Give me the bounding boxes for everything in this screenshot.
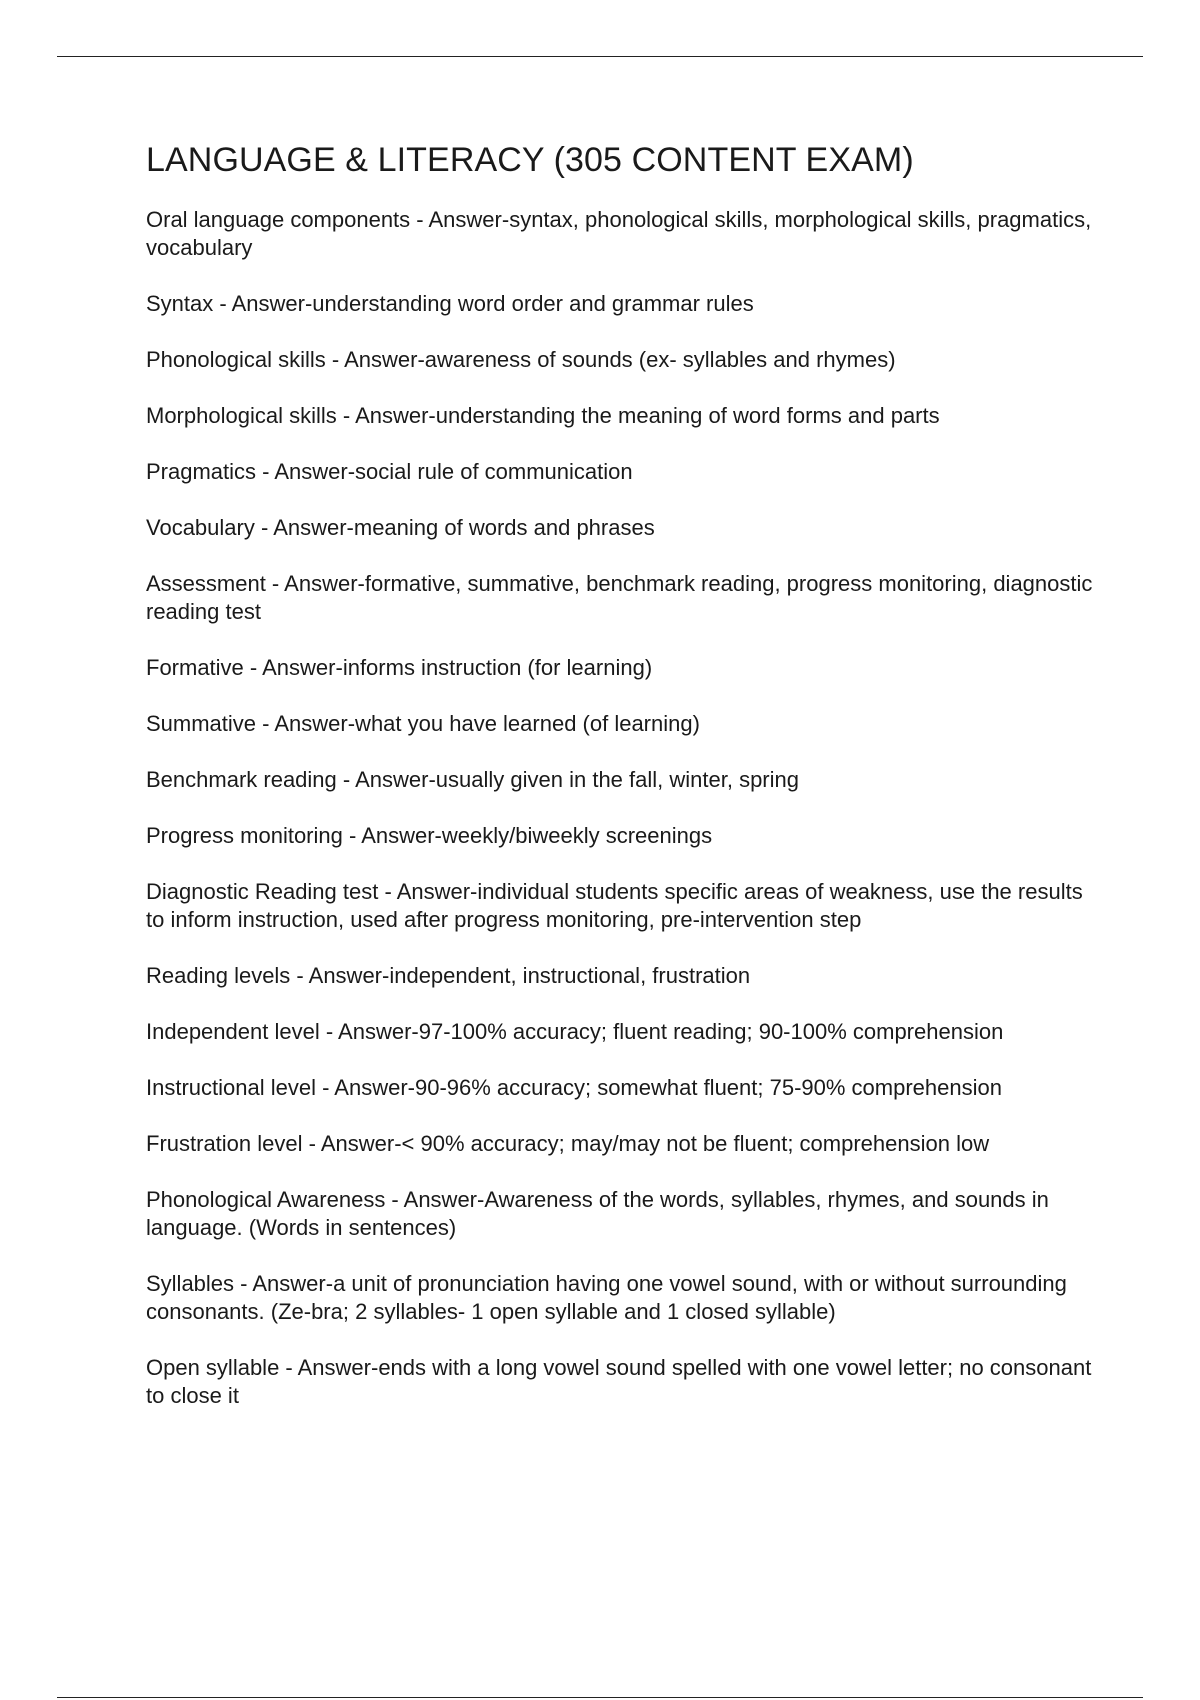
entry-independent-level: Independent level - Answer-97-100% accuracy; fluent reading; 90-100% comprehension (146, 1019, 1004, 1044)
document-title: LANGUAGE & LITERACY (305 CONTENT EXAM) (146, 141, 914, 179)
entry-oral-language-components: Oral language components - Answer-syntax, phonological skills, morphological skills, pragmatics, vocabulary (146, 207, 1092, 260)
entry-phonological-awareness: Phonological Awareness - Answer-Awareness of the words, syllables, rhymes, and sounds in language. (Words in sentences) (146, 1187, 1049, 1240)
entry-diagnostic-reading-test: Diagnostic Reading test - Answer-individual students specific areas of weakness, use the results to inform instruction, used after progress monitoring, pre-intervention step (146, 879, 1083, 932)
header-rule (57, 56, 1143, 57)
entry-list (146, 206, 1096, 1410)
entry-morphological-skills: Morphological skills - Answer-understanding the meaning of word forms and parts (146, 403, 940, 428)
entry-formative: Formative - Answer-informs instruction (for learning) (146, 655, 653, 680)
entry-instructional-level: Instructional level - Answer-90-96% accuracy; somewhat fluent; 75-90% comprehension (146, 1075, 1002, 1100)
entry-open-syllable: Open syllable - Answer-ends with a long vowel sound spelled with one vowel letter; no consonant to close it (146, 1355, 1092, 1408)
entry-summative: Summative - Answer-what you have learned (of learning) (146, 711, 700, 736)
entry-reading-levels: Reading levels - Answer-independent, instructional, frustration (146, 963, 751, 988)
entry-pragmatics: Pragmatics - Answer-social rule of communication (146, 459, 633, 484)
entry-syntax: Syntax - Answer-understanding word order and grammar rules (146, 291, 754, 316)
document-body (146, 140, 1096, 1438)
entry-syllables: Syllables - Answer-a unit of pronunciation having one vowel sound, with or without surrounding consonants. (Ze-bra; 2 syllables- 1 open syllable and 1 closed syllable) (146, 1271, 1067, 1324)
entry-frustration-level: Frustration level - Answer-< 90% accuracy; may/may not be fluent; comprehension low (146, 1131, 990, 1156)
entry-vocabulary: Vocabulary - Answer-meaning of words and phrases (146, 515, 655, 540)
entry-benchmark-reading: Benchmark reading - Answer-usually given in the fall, winter, spring (146, 767, 799, 792)
entry-progress-monitoring: Progress monitoring - Answer-weekly/biweekly screenings (146, 823, 713, 848)
entry-phonological-skills: Phonological skills - Answer-awareness of sounds (ex- syllables and rhymes) (146, 347, 896, 372)
footer-rule (57, 1697, 1143, 1698)
entry-assessment: Assessment - Answer-formative, summative, benchmark reading, progress monitoring, diagnostic reading test (146, 571, 1093, 624)
